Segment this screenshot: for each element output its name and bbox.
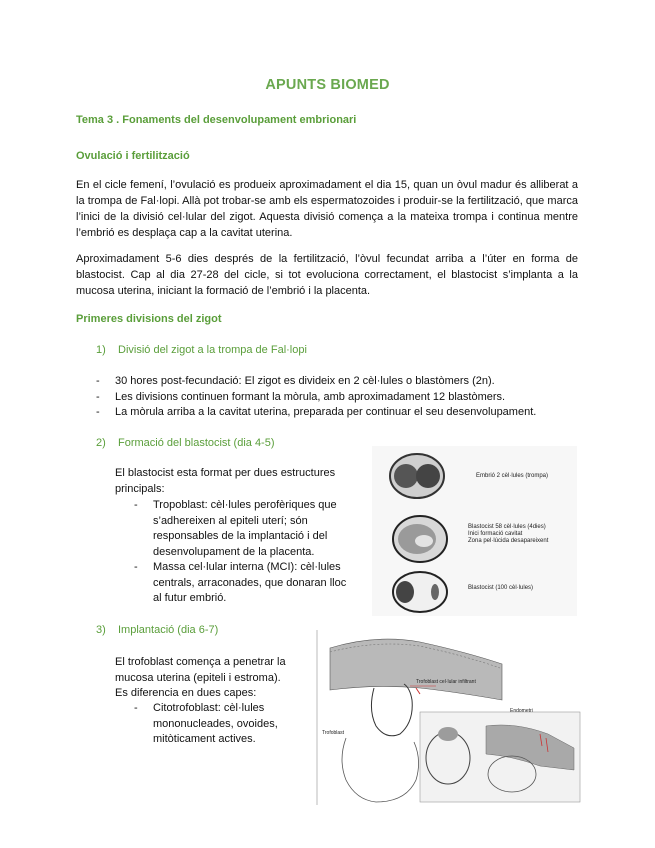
list-item [96, 374, 596, 390]
bullet-dash: - [96, 390, 100, 403]
text-line: centrals, arraconades, que donaran lloc [153, 576, 347, 589]
text-line: mitòticament actives. [153, 733, 256, 745]
numbered-item-2 [96, 437, 275, 449]
implantation-text [115, 655, 315, 702]
caption-line: Inici formació cavitat [468, 531, 523, 537]
numbered-item-3 [96, 624, 218, 636]
text-line: mononucleades, ovoides, [153, 717, 278, 730]
topic-heading: Tema 3 . Fonaments del desenvolupament embrionari [76, 114, 357, 126]
paragraph-ovulation: En el cicle femení, l’ovulació es produeix aproximadament el dia 15, quan un òvul madur és alliberat a la trompa de Fal·lopi. Allà pot trobar-se amb els espermatozoides i produir-se la fertilització, que marca l’inici de la divisió cel·lular del zigot. Aquesta divisió comença a la mateixa trompa i continua mentre l’embrió es desplaça cap a la cavitat uterina. [76, 179, 578, 239]
label-endometrium: Endometri [510, 708, 533, 714]
caption-line: Blastocist 58 cèl·lules (4dies) [468, 524, 546, 530]
bullet-dash: - [96, 375, 100, 387]
text-line: mucosa uterina (epiteli i estroma). [115, 671, 281, 684]
list-item-text: La mòrula arriba a la cavitat uterina, preparada per continuar el seu desenvolupament. [115, 406, 537, 418]
trophoblast-item [134, 498, 384, 560]
bullet-dash: - [134, 702, 138, 714]
numbered-item-1 [96, 344, 307, 356]
bullet-dash: - [96, 406, 100, 418]
embryo-stages-figure [372, 446, 577, 616]
bullet-list-divisions [96, 374, 596, 421]
caption-line: Zona pel·lúcida desapareixent [468, 538, 549, 544]
text-line: al futur embrió. [153, 592, 227, 604]
label-trophoblast: Trofoblast [322, 730, 345, 736]
label-infiltrating-trophoblast: Trofoblast cel·lular infiltrant [416, 679, 476, 685]
text-line: responsables de la implantació i del [153, 530, 328, 542]
intro-line: El blastocist esta format per dues estructures [115, 467, 336, 479]
blastocyst-intro [115, 466, 385, 497]
item-number: 1) [96, 344, 106, 356]
document-title: APUNTS BIOMED [265, 77, 390, 93]
bullet-dash: - [134, 561, 138, 573]
text-line: Tropoblast: cèl·lules perofèriques que [153, 499, 337, 511]
blastocyst-image [393, 572, 447, 612]
implantation-figure [316, 630, 582, 805]
text-line: El trofoblast comença a penetrar la [115, 656, 286, 668]
bullet-dash: - [134, 499, 138, 511]
text-line: Massa cel·lular interna (MCI): cèl·lules [153, 561, 341, 573]
intro-line: principals: [115, 482, 165, 495]
two-cell-embryo-image [390, 454, 444, 498]
text-line: Citotrofoblast: cèl·lules [153, 702, 265, 714]
section-heading-divisions: Primeres divisions del zigot [76, 313, 222, 325]
caption-blastocyst: Blastocist (100 cèl·lules) [468, 585, 534, 591]
item-number: 2) [96, 437, 106, 449]
item-label: Divisió del zigot a la trompa de Fal·lopi [118, 344, 307, 356]
early-blastocyst-image [393, 516, 447, 562]
mci-item [134, 560, 384, 607]
paragraph-blastocyst-arrival: Aproximadament 5-6 dies després de la fertilització, l’òvul fecundat arriba a l’úter en forma de blastocist. Cap al dia 27-28 del cicle, si tot evoluciona correctament, el blastocist s’implanta a la mucosa uterina, iniciant la formació de l’embrió i la placenta. [76, 253, 578, 297]
text-line: desenvolupament de la placenta. [153, 545, 315, 558]
list-item [96, 405, 596, 421]
text-line: Es diferencia en dues capes: [115, 687, 257, 699]
list-item [96, 390, 596, 406]
text-line: s’adhereixen al epiteli uterí; són [153, 514, 308, 527]
caption-early-blastocyst [468, 524, 548, 545]
list-item-text: 30 hores post-fecundació: El zigot es divideix en 2 cèl·lules o blastòmers (2n). [115, 375, 495, 387]
cytotrophoblast-item [134, 701, 314, 748]
implantation-illustration [316, 630, 582, 805]
item-label: Implantació (dia 6-7) [118, 624, 219, 636]
caption-two-cell: Embrió 2 cèl·lules (trompa) [476, 473, 549, 479]
section-heading-ovulation: Ovulació i fertilització [76, 150, 190, 162]
item-label: Formació del blastocist (dia 4-5) [118, 437, 275, 449]
list-item-text: Les divisions continuen formant la mòrula, amb aproximadament 12 blastòmers. [115, 390, 506, 403]
item-number: 3) [96, 624, 106, 636]
